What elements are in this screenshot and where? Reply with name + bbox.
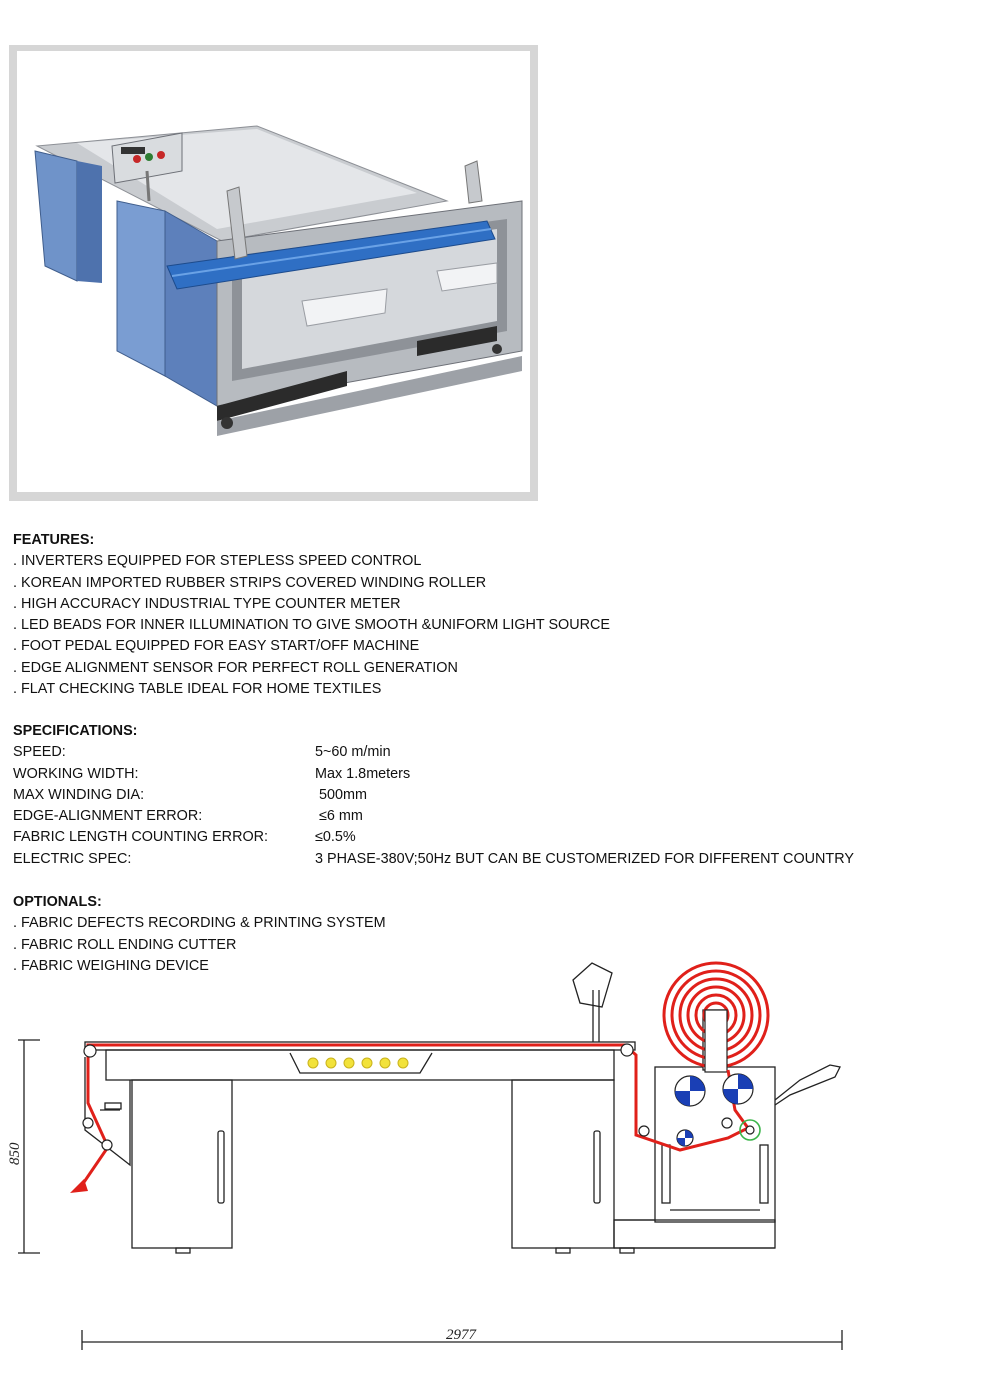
list-item: . HIGH ACCURACY INDUSTRIAL TYPE COUNTER METER [13,595,401,612]
spec-row [13,806,854,827]
width-dimension-label: 2977 [446,1327,476,1343]
spec-label: ELECTRIC SPEC: [13,850,132,867]
spec-row [13,742,854,763]
list-item: . EDGE ALIGNMENT SENSOR FOR PERFECT ROLL GENERATION [13,659,458,676]
spec-row [13,849,854,870]
spec-label: WORKING WIDTH: [13,765,139,782]
left-cabinet [132,1080,232,1248]
list-item: . KOREAN IMPORTED RUBBER STRIPS COVERED WINDING ROLLER [13,574,487,591]
specifications-title: SPECIFICATIONS: [13,723,138,739]
spec-row [13,827,854,848]
winding-frame [655,1067,775,1222]
spec-value: Max 1.8meters [315,765,411,782]
features-list [13,551,610,700]
right-cabinet [512,1080,614,1248]
spec-row [13,764,854,785]
spec-label: EDGE-ALIGNMENT ERROR: [13,808,203,825]
light-box [106,1050,614,1080]
spec-value: 5~60 m/min [315,744,391,761]
spec-value: 500mm [315,786,367,803]
specifications-section [13,721,854,870]
features-title: FEATURES: [13,532,95,548]
spec-label: SPEED: [13,744,66,761]
spec-label: MAX WINDING DIA: [13,786,145,803]
list-item: . FABRIC ROLL ENDING CUTTER [13,936,237,953]
height-dimension-label: 850 [7,1142,23,1165]
machine-photo-illustration [17,51,530,492]
product-photo-frame [9,45,538,501]
spec-label: FABRIC LENGTH COUNTING ERROR: [13,829,269,846]
list-item: . FOOT PEDAL EQUIPPED FOR EASY START/OFF MACHINE [13,638,420,655]
spec-value: 3 PHASE-380V;50Hz BUT CAN BE CUSTOMERIZED FOR DIFFERENT COUNTRY [315,850,854,867]
list-item: . INVERTERS EQUIPPED FOR STEPLESS SPEED CONTROL [13,553,422,570]
list-item: . FLAT CHECKING TABLE IDEAL FOR HOME TEXTILES [13,681,382,698]
fabric-path [80,1045,748,1188]
technical-drawing [0,955,1000,1382]
spec-value: ≤0.5% [315,829,356,846]
optionals-title: OPTIONALS: [13,894,102,910]
features-section [13,530,610,700]
exit-tray [775,1065,840,1105]
list-item: . LED BEADS FOR INNER ILLUMINATION TO GIVE SMOOTH &UNIFORM LIGHT SOURCE [13,617,611,634]
led-beads [308,1058,408,1068]
list-item: . FABRIC DEFECTS RECORDING & PRINTING SYSTEM [13,915,386,932]
list-item: . FABRIC WEIGHING DEVICE [13,957,209,974]
spec-value: ≤6 mm [315,808,363,825]
spec-row [13,785,854,806]
product-photo [17,51,530,492]
machine-side-view-drawing [0,955,1000,1382]
